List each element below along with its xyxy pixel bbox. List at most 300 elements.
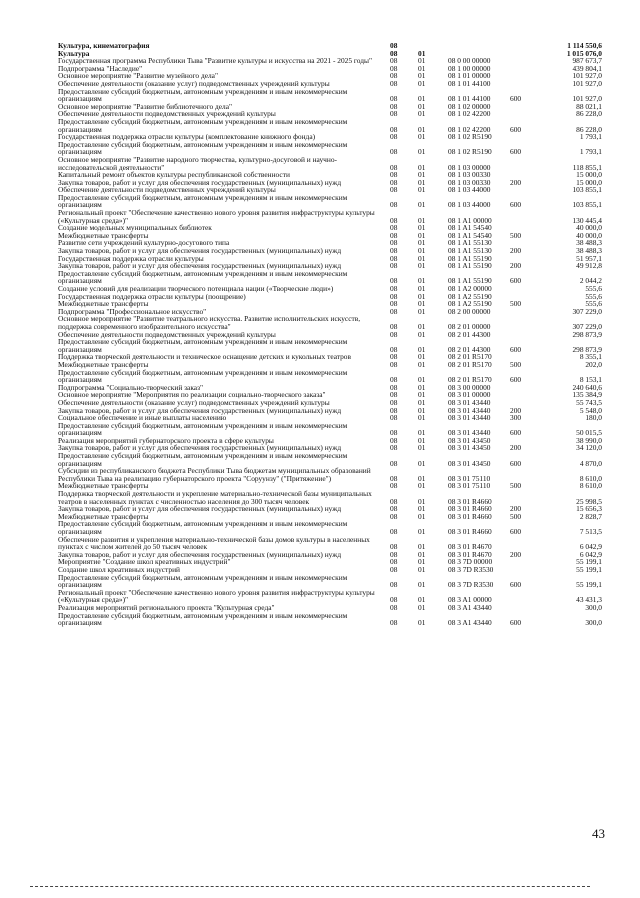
row-name: Основное мероприятие "Развитие библиотечного дела"	[58, 101, 233, 111]
row-amount: 40 000,0	[576, 223, 602, 233]
row-amount: 88 021,1	[576, 101, 602, 111]
row-name: Предоставление субсидий бюджетным, автономным учреждениям и иным некоммерческим организациям	[58, 451, 348, 468]
row-expense-type	[510, 467, 538, 482]
row-subsection-code: 01	[418, 458, 426, 468]
row-section-code: 08	[390, 230, 398, 240]
row-subsection-code: 01	[418, 481, 426, 491]
row-name: Обеспечение деятельности подведомственных учреждений культуры	[58, 329, 276, 339]
row-section-code: 08	[390, 504, 398, 514]
table-row	[58, 490, 602, 505]
row-subsection-code: 01	[418, 549, 426, 559]
row-amount: 55 199,1	[576, 557, 602, 567]
row-target-article: 08 1 03 00330	[448, 170, 491, 180]
row-target-article: 08 3 A1 43440	[448, 602, 492, 612]
row-name: Закупка товаров, работ и услуг для обеспечения государственных (муниципальных) нужд	[58, 504, 342, 514]
row-name: Предоставление субсидий бюджетным, автономным учреждениям и иным некоммерческим организациям	[58, 420, 348, 438]
row-section-code: 08	[390, 215, 398, 225]
row-name: Реализация мероприятий регионального проекта "Культурная среда"	[58, 602, 275, 612]
row-name: Поддержка творческой деятельности и техническое оснащение детских и кукольных театров	[58, 352, 351, 362]
row-subsection-code: 01	[418, 428, 426, 438]
row-name: Закупка товаров, работ и услуг для обеспечения государственных (муниципальных) нужд	[58, 246, 342, 256]
row-amount: 101 927,0	[572, 78, 602, 88]
row-amount: 86 228,0	[576, 124, 602, 134]
table-row	[58, 589, 602, 604]
row-section-code: 08	[390, 375, 398, 385]
row-target-article: 08 2 01 R5170	[448, 375, 492, 385]
row-name: Межбюджетные трансферты	[58, 299, 149, 309]
row-section-code: 08	[390, 359, 398, 369]
row-expense-type: 500	[510, 359, 522, 369]
row-expense-type	[510, 186, 538, 194]
row-section-code: 08	[390, 602, 398, 612]
row-target-article: 08 1 03 44000	[448, 185, 491, 195]
row-expense-type: 600	[510, 375, 522, 385]
row-target-article: 08 3 01 00000	[448, 390, 491, 400]
row-target-article: 08 1 A1 54540	[448, 223, 492, 233]
row-expense-type: 500	[510, 299, 522, 309]
row-subsection-code: 01	[418, 321, 426, 331]
row-name: Создание школ креативных индустрий	[58, 564, 180, 574]
row-amount: 5 548,0	[579, 405, 602, 415]
row-name: Межбюджетные трансферты	[58, 511, 149, 521]
row-subsection-code: 01	[418, 496, 426, 506]
row-subsection-code: 01	[418, 101, 426, 111]
budget-table	[58, 42, 602, 627]
row-subsection-code: 01	[418, 359, 426, 369]
row-target-article: 08 1 01 00000	[448, 71, 491, 81]
row-subsection-code: 01	[418, 527, 426, 536]
row-name: Предоставление субсидий бюджетным, автономным учреждениям и иным некоммерческим организациям	[58, 86, 348, 104]
row-target-article: 08 1 03 00000	[448, 162, 491, 172]
budget-table-body	[58, 42, 602, 627]
row-section-code: 08	[390, 557, 398, 567]
row-name: Культура, кинематография	[58, 41, 150, 50]
row-target-article: 08 3 7D R3530	[448, 564, 494, 574]
row-section-code: 08	[390, 284, 398, 293]
row-section-code: 08	[390, 200, 398, 210]
row-target-article: 08 1 A1 55190	[448, 276, 492, 286]
row-section-code: 08	[390, 405, 398, 415]
row-section-code: 08	[390, 78, 398, 88]
row-name: Обеспечение деятельности подведомственных учреждений культуры	[58, 185, 276, 195]
row-name: Предоставление субсидий бюджетным, автономным учреждениям и иным некоммерческим организациям	[58, 139, 348, 157]
row-section-code: 08	[390, 458, 398, 468]
row-target-article: 08 3 00 00000	[448, 382, 491, 392]
row-amount: 55 743,5	[576, 397, 602, 407]
table-row	[58, 118, 602, 133]
row-section-code: 08	[390, 481, 398, 491]
row-expense-type	[510, 65, 538, 73]
row-target-article: 08 1 A1 00000	[448, 215, 492, 225]
row-expense-type: 200	[510, 504, 522, 514]
row-amount: 1 015 076,0	[566, 48, 602, 58]
row-subsection-code: 01	[418, 284, 426, 293]
row-section-code: 08	[390, 124, 398, 134]
row-name: Государственная поддержка отрасли культуры	[58, 253, 204, 263]
page-number: 43	[592, 826, 605, 841]
row-amount: 6 042,9	[579, 549, 602, 559]
table-row	[58, 156, 602, 171]
row-amount: 103 855,1	[572, 185, 602, 195]
row-name: Межбюджетные трансферты	[58, 230, 149, 240]
row-target-article: 08 1 A2 55190	[448, 291, 492, 301]
row-section-code: 08	[390, 109, 398, 119]
row-name: Государственная программа Республики Тыва "Развитие культуры и искусства на 2021 - 2025 годы"	[58, 56, 372, 66]
row-subsection-code: 01	[418, 200, 426, 210]
row-section-code: 08	[390, 329, 398, 339]
row-subsection-code: 01	[418, 375, 426, 385]
row-expense-type	[510, 209, 538, 224]
row-subsection-code: 01	[418, 261, 426, 271]
row-section-code: 08	[390, 618, 398, 628]
row-section-code: 08	[390, 94, 398, 104]
row-expense-type: 200	[510, 443, 522, 453]
row-section-code: 08	[390, 428, 398, 438]
row-section-code: 08	[390, 435, 398, 445]
row-expense-type	[510, 391, 538, 399]
row-expense-type: 200	[510, 177, 522, 187]
row-target-article: 08 1 A2 00000	[448, 284, 492, 293]
row-section-code: 08	[390, 299, 398, 309]
row-subsection-code: 01	[418, 443, 426, 453]
row-target-article: 08 1 01 44100	[448, 94, 491, 104]
row-subsection-code: 01	[418, 48, 426, 58]
row-target-article: 08 1 02 R5190	[448, 132, 492, 142]
row-name: Предоставление субсидий бюджетным, автономным учреждениям и иным некоммерческим организациям	[58, 367, 348, 385]
row-subsection-code: 01	[418, 306, 426, 316]
row-name: Подпрограмма "Социально-творческий заказ"	[58, 382, 204, 392]
row-expense-type: 200	[510, 405, 522, 415]
row-name: Региональный проект "Обеспечение качественно нового уровня развития инфраструктуры культуры («Культурная среда»)"	[58, 208, 375, 225]
row-expense-type: 600	[510, 344, 522, 354]
row-amount: 8 610,0	[579, 481, 602, 491]
row-subsection-code: 01	[418, 246, 426, 256]
row-name: Закупка товаров, работ и услуг для обеспечения государственных (муниципальных) нужд	[58, 443, 342, 453]
row-subsection-code: 01	[418, 170, 426, 180]
row-name: Государственная поддержка отрасли культуры (комплектование книжного фонда)	[58, 132, 316, 142]
row-subsection-code: 01	[418, 63, 426, 73]
row-subsection-code: 01	[418, 71, 426, 81]
row-target-article: 08 3 01 43440	[448, 405, 491, 415]
row-name: Социальное обеспечение и иные выплаты населению	[58, 413, 227, 423]
row-target-article: 08 3 01 43450	[448, 443, 491, 453]
row-section-code: 08	[390, 473, 398, 483]
row-expense-type	[510, 490, 538, 505]
row-name: Подпрограмма "Наследие"	[58, 63, 143, 73]
row-subsection-code: 01	[418, 299, 426, 309]
row-amount: 439 804,1	[572, 63, 602, 73]
row-amount: 2 828,7	[579, 511, 602, 521]
row-section-code: 08	[390, 223, 398, 233]
row-section-code: 08	[390, 71, 398, 81]
table-row	[58, 270, 602, 285]
row-expense-type: 600	[510, 458, 522, 468]
row-subsection-code: 01	[418, 185, 426, 195]
row-expense-type: 600	[510, 124, 522, 134]
row-expense-type: 200	[510, 246, 522, 256]
row-expense-type	[510, 536, 538, 551]
row-subsection-code: 01	[418, 223, 426, 233]
row-amount: 298 873,9	[572, 329, 602, 339]
row-name: Мероприятие "Создание школ креативных индустрий"	[58, 557, 231, 567]
row-section-code: 08	[390, 185, 398, 195]
row-name: Закупка товаров, работ и услуг для обеспечения государственных (муниципальных) нужд	[58, 549, 342, 559]
table-row	[58, 88, 602, 103]
row-section-code: 08	[390, 344, 398, 354]
row-subsection-code: 01	[418, 405, 426, 415]
row-name: Субсидии из республиканского бюджета Республики Тыва бюджетам муниципальных образований Республики Тыва на реализацию губернаторского проекта "Соруунзу" ("Притяжение")	[58, 466, 371, 483]
row-amount: 307 229,0	[572, 321, 602, 331]
row-target-article: 08 1 A1 55130	[448, 238, 492, 248]
row-amount: 987 673,7	[572, 56, 602, 66]
row-section-code: 08	[390, 132, 398, 142]
row-target-article: 08 3 7D R3530	[448, 580, 494, 590]
row-target-article: 08 1 03 00330	[448, 177, 491, 187]
footer-divider	[30, 886, 590, 887]
row-target-article: 08 1 00 00000	[448, 63, 491, 73]
row-section-code: 08	[390, 413, 398, 423]
row-name: Межбюджетные трансферты	[58, 359, 149, 369]
row-target-article: 08 3 01 43450	[448, 435, 491, 445]
row-section-code: 08	[390, 276, 398, 286]
row-expense-type	[510, 57, 538, 65]
row-section-code: 08	[390, 291, 398, 301]
row-amount: 135 384,9	[572, 390, 602, 400]
row-target-article: 08 3 01 75110	[448, 473, 491, 483]
row-name: Закупка товаров, работ и услуг для обеспечения государственных (муниципальных) нужд	[58, 177, 342, 187]
row-subsection-code: 01	[418, 109, 426, 119]
row-name: Обеспечение деятельности (оказание услуг) подведомственных учреждений культуры	[58, 78, 330, 88]
row-subsection-code: 01	[418, 382, 426, 392]
row-section-code: 08	[390, 306, 398, 316]
row-target-article: 08 3 01 43450	[448, 458, 491, 468]
row-target-article: 08 2 01 R5170	[448, 359, 492, 369]
row-target-article: 08 0 00 00000	[448, 56, 491, 66]
row-subsection-code: 01	[418, 352, 426, 362]
row-expense-type	[510, 80, 538, 88]
table-row	[58, 369, 602, 384]
row-target-article: 08 2 01 00000	[448, 321, 491, 331]
row-amount: 55 199,1	[576, 564, 602, 574]
row-section-code: 08	[390, 170, 398, 180]
table-row	[58, 194, 602, 209]
row-subsection-code: 01	[418, 473, 426, 483]
row-section-code: 08	[390, 549, 398, 559]
row-name: Культура	[58, 48, 90, 58]
row-subsection-code: 01	[418, 413, 426, 423]
row-expense-type: 600	[510, 200, 522, 210]
row-amount: 49 912,8	[576, 261, 602, 271]
row-amount: 38 488,3	[576, 246, 602, 256]
row-section-code: 08	[390, 147, 398, 157]
row-expense-type: 500	[510, 511, 522, 521]
row-target-article: 08 3 01 R4660	[448, 511, 492, 521]
row-subsection-code: 01	[418, 397, 426, 407]
row-amount: 240 640,6	[572, 382, 602, 392]
row-amount: 1 114 550,6	[567, 41, 602, 50]
row-amount: 15 000,0	[576, 177, 602, 187]
row-target-article: 08 3 01 R4660	[448, 527, 492, 536]
row-section-code: 08	[390, 397, 398, 407]
row-name: Основное мероприятие "Развитие народного творчества, культурно-досуговой и научно-исследовательской деятельности"	[58, 154, 337, 172]
row-name: Закупка товаров, работ и услуг для обеспечения государственных (муниципальных) нужд	[58, 261, 342, 271]
row-section-code: 08	[390, 527, 398, 536]
row-name: Поддержка творческой деятельности и укрепление материально-технической базы муниципальных театров в населенных пунктах с численностью населения до 300 тысяч человек	[58, 489, 372, 506]
row-name: Подпрограмма "Профессиональное искусство"	[58, 306, 207, 316]
row-name: Государственная поддержка отрасли культуры (поощрение)	[58, 291, 246, 301]
row-amount: 25 998,5	[576, 496, 602, 506]
row-section-code: 08	[390, 56, 398, 66]
row-expense-type	[510, 110, 538, 118]
table-row	[58, 520, 602, 535]
row-subsection-code: 01	[418, 511, 426, 521]
row-subsection-code: 01	[418, 329, 426, 339]
row-expense-type: 600	[510, 276, 522, 286]
row-name: Региональный проект "Обеспечение качественно нового уровня развития инфраструктуры культуры («Культурная среда»)"	[58, 587, 375, 605]
row-amount: 180,0	[585, 413, 602, 423]
row-amount: 202,0	[585, 359, 602, 369]
row-target-article: 08 1 02 00000	[448, 101, 491, 111]
row-amount: 55 199,1	[576, 580, 602, 590]
row-section-code: 08	[390, 162, 398, 172]
row-target-article: 08 2 01 R5170	[448, 352, 492, 362]
row-name: Предоставление субсидий бюджетным, автономным учреждениям и иным некоммерческим организациям	[58, 519, 348, 536]
row-subsection-code: 01	[418, 215, 426, 225]
row-subsection-code: 01	[418, 132, 426, 142]
row-amount: 8 610,0	[579, 473, 602, 483]
row-expense-type	[510, 566, 538, 574]
table-row	[58, 209, 602, 224]
row-target-article: 08 1 02 42200	[448, 109, 491, 119]
row-subsection-code: 01	[418, 147, 426, 157]
row-amount: 50 015,5	[576, 428, 602, 438]
row-section-code: 08	[390, 496, 398, 506]
table-row	[58, 574, 602, 589]
row-section-code: 08	[390, 101, 398, 111]
row-amount: 8 355,1	[579, 352, 602, 362]
row-name: Развитие сети учреждений культурно-досугового типа	[58, 238, 230, 248]
row-expense-type	[510, 558, 538, 566]
table-row	[58, 467, 602, 482]
row-name: Предоставление субсидий бюджетным, автономным учреждениям и иным некоммерческим организациям	[58, 610, 348, 628]
row-subsection-code: 01	[418, 344, 426, 354]
row-name: Обеспечение деятельности (оказание услуг) подведомственных учреждений культуры	[58, 397, 330, 407]
row-subsection-code: 01	[418, 177, 426, 187]
row-amount: 15 656,3	[576, 504, 602, 514]
row-amount: 1 793,1	[579, 147, 602, 157]
row-amount: 1 793,1	[579, 132, 602, 142]
row-target-article: 08 3 01 R4660	[448, 504, 492, 514]
row-section-code: 08	[390, 253, 398, 263]
row-amount: 130 445,4	[572, 215, 602, 225]
row-target-article: 08 1 02 R5190	[448, 147, 492, 157]
row-name: Обеспечение деятельности подведомственных учреждений культуры	[58, 109, 276, 119]
row-amount: 34 120,0	[576, 443, 602, 453]
row-expense-type	[510, 103, 538, 111]
row-name: Предоставление субсидий бюджетным, автономным учреждениям и иным некоммерческим организациям	[58, 192, 348, 210]
row-section-code: 08	[390, 511, 398, 521]
row-amount: 40 000,0	[576, 230, 602, 240]
row-expense-type	[510, 308, 538, 316]
row-amount: 15 000,0	[576, 170, 602, 180]
row-subsection-code: 01	[418, 238, 426, 248]
row-target-article: 08 3 7D 00000	[448, 557, 493, 567]
row-name: Капитальный ремонт объектов культуры республиканской собственности	[58, 170, 290, 180]
row-expense-type: 600	[510, 147, 522, 157]
row-subsection-code: 01	[418, 124, 426, 134]
table-row	[58, 338, 602, 353]
row-section-code: 08	[390, 41, 398, 50]
row-name: Предоставление субсидий бюджетным, автономным учреждениям и иным некоммерческим организациям	[58, 572, 348, 590]
row-expense-type	[510, 42, 538, 50]
row-amount: 4 870,0	[579, 458, 602, 468]
row-subsection-code: 01	[418, 542, 426, 552]
row-target-article: 08 1 A1 55130	[448, 246, 492, 256]
row-amount: 38 990,0	[576, 435, 602, 445]
row-expense-type	[510, 604, 538, 612]
row-expense-type: 600	[510, 428, 522, 438]
row-section-code: 08	[390, 595, 398, 605]
row-expense-type	[510, 50, 538, 58]
row-section-code: 08	[390, 564, 398, 574]
row-amount: 101 927,0	[572, 94, 602, 104]
row-expense-type: 600	[510, 580, 522, 590]
row-expense-type: 500	[510, 230, 522, 240]
table-row	[58, 612, 602, 627]
row-expense-type	[510, 331, 538, 339]
row-expense-type: 600	[510, 618, 522, 628]
row-subsection-code: 01	[418, 390, 426, 400]
row-subsection-code: 01	[418, 564, 426, 574]
row-subsection-code: 01	[418, 557, 426, 567]
row-amount: 101 927,0	[572, 71, 602, 81]
row-amount: 555,6	[585, 284, 602, 293]
row-expense-type	[510, 133, 538, 141]
row-expense-type: 300	[510, 413, 522, 423]
row-target-article: 08 3 01 R4670	[448, 542, 492, 552]
row-section-code: 08	[390, 48, 398, 58]
row-subsection-code: 01	[418, 580, 426, 590]
row-section-code: 08	[390, 542, 398, 552]
row-subsection-code: 01	[418, 504, 426, 514]
row-subsection-code: 01	[418, 276, 426, 286]
row-target-article: 08 1 A1 55190	[448, 261, 492, 271]
row-name: Основное мероприятие "Развитие театрального искусства. Развитие исполнительских искусств, поддержка современного изобразительного искусства"	[58, 314, 361, 331]
row-amount: 298 873,9	[572, 344, 602, 354]
table-row	[58, 42, 602, 50]
row-name: Создание условий для реализации творческого потенциала нации («Творческие люди»)	[58, 284, 334, 293]
row-target-article: 08 1 A2 55190	[448, 299, 492, 309]
row-amount: 307 229,0	[572, 306, 602, 316]
row-target-article: 08 1 02 42200	[448, 124, 491, 134]
row-expense-type	[510, 285, 538, 293]
row-section-code: 08	[390, 246, 398, 256]
row-name: Закупка товаров, работ и услуг для обеспечения государственных (муниципальных) нужд	[58, 405, 342, 415]
row-expense-type: 600	[510, 94, 522, 104]
row-target-article: 08 3 01 43440	[448, 397, 491, 407]
row-amount: 2 044,2	[579, 276, 602, 286]
row-name: Предоставление субсидий бюджетным, автономным учреждениям и иным некоммерческим организациям	[58, 337, 348, 354]
table-row	[58, 141, 602, 156]
row-amount: 7 513,5	[579, 527, 602, 536]
row-amount: 300,0	[585, 602, 602, 612]
row-target-article: 08 2 00 00000	[448, 306, 491, 316]
row-section-code: 08	[390, 63, 398, 73]
row-subsection-code: 01	[418, 435, 426, 445]
row-subsection-code: 01	[418, 162, 426, 172]
row-section-code: 08	[390, 390, 398, 400]
table-row	[58, 315, 602, 330]
